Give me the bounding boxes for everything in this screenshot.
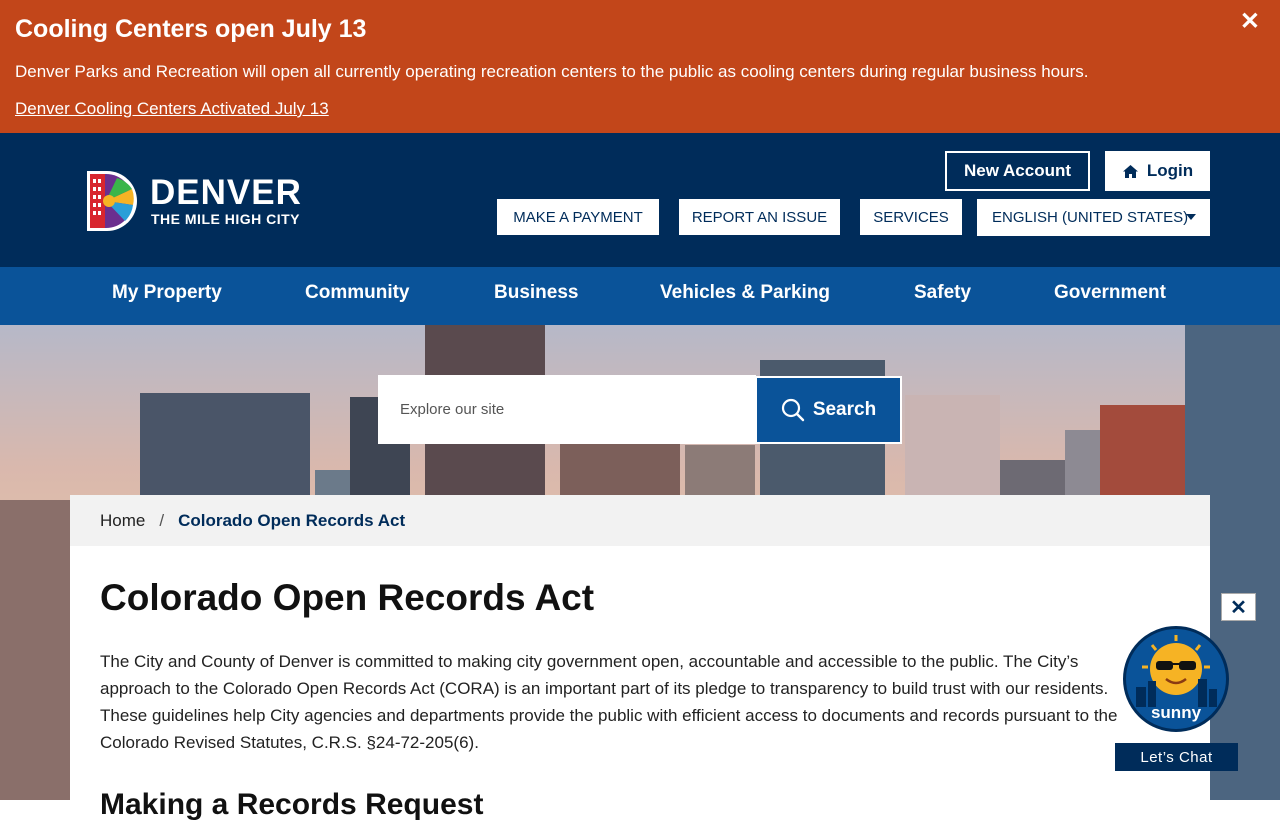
breadcrumb-separator: / (159, 510, 165, 530)
alert-message: Denver Parks and Recreation will open all currently operating recreation centers to the public as cooling centers during regular business hours. (15, 62, 1089, 81)
alert-banner (0, 0, 1280, 133)
language-value: ENGLISH (UNITED STATES) (992, 209, 1189, 226)
nav-item-community[interactable]: Community (305, 282, 410, 303)
search-button-label: Search (812, 399, 877, 420)
chat-close-button[interactable]: ✕ (1221, 593, 1256, 621)
nav-item-safety[interactable]: Safety (914, 282, 972, 303)
chat-bot-name: sunny (1150, 703, 1202, 722)
lets-chat-button[interactable]: Let’s Chat (1115, 743, 1238, 771)
search-button[interactable] (755, 376, 902, 444)
login-button[interactable] (1105, 151, 1210, 191)
logo-subtitle: THE MILE HIGH CITY (151, 211, 300, 227)
services-button[interactable]: SERVICES (860, 199, 962, 235)
main-content (70, 495, 1210, 821)
language-select[interactable] (977, 199, 1210, 236)
alert-link[interactable]: Denver Cooling Centers Activated July 13 (15, 99, 329, 118)
denver-logo-icon (85, 169, 137, 233)
nav-item-business[interactable]: Business (494, 282, 579, 303)
login-label: Login (1146, 161, 1194, 180)
home-icon (1122, 164, 1139, 179)
new-account-button[interactable] (945, 151, 1090, 191)
breadcrumb-current: Colorado Open Records Act (178, 510, 406, 530)
report-issue-button[interactable]: REPORT AN ISSUE (679, 199, 840, 235)
nav-item-my-property[interactable]: My Property (112, 282, 222, 303)
search-icon (781, 398, 805, 422)
page-title: Colorado Open Records Act (100, 577, 595, 618)
alert-title: Cooling Centers open July 13 (15, 15, 367, 43)
new-account-label: New Account (963, 161, 1072, 180)
nav-item-government[interactable]: Government (1054, 282, 1166, 303)
site-header (0, 133, 1280, 267)
section-heading: Making a Records Request (100, 788, 484, 821)
search-input[interactable] (378, 375, 756, 444)
breadcrumb-home-link[interactable]: Home (100, 510, 146, 530)
breadcrumb (70, 495, 1210, 546)
main-nav (0, 267, 1280, 325)
logo-title: DENVER (150, 173, 302, 212)
intro-paragraph: The City and County of Denver is committed to making city government open, accountable and accessible to the public. The City’s approach to the Colorado Open Records Act (CORA) is an important part of its pledge to transparency to build trust with our residents. These guidelines help City agencies and departments provide the public with efficient access to documents and records pursuant to the Colorado Revised Statutes, C.R.S. §24-72-205(6). (100, 652, 1118, 752)
chevron-down-icon (1186, 214, 1196, 220)
make-payment-button[interactable]: MAKE A PAYMENT (497, 199, 659, 235)
denver-logo[interactable] (85, 169, 310, 233)
nav-item-vehicles-parking[interactable]: Vehicles & Parking (660, 282, 831, 303)
alert-close-icon[interactable]: ✕ (1239, 8, 1260, 35)
chat-launcher[interactable] (1123, 626, 1229, 732)
